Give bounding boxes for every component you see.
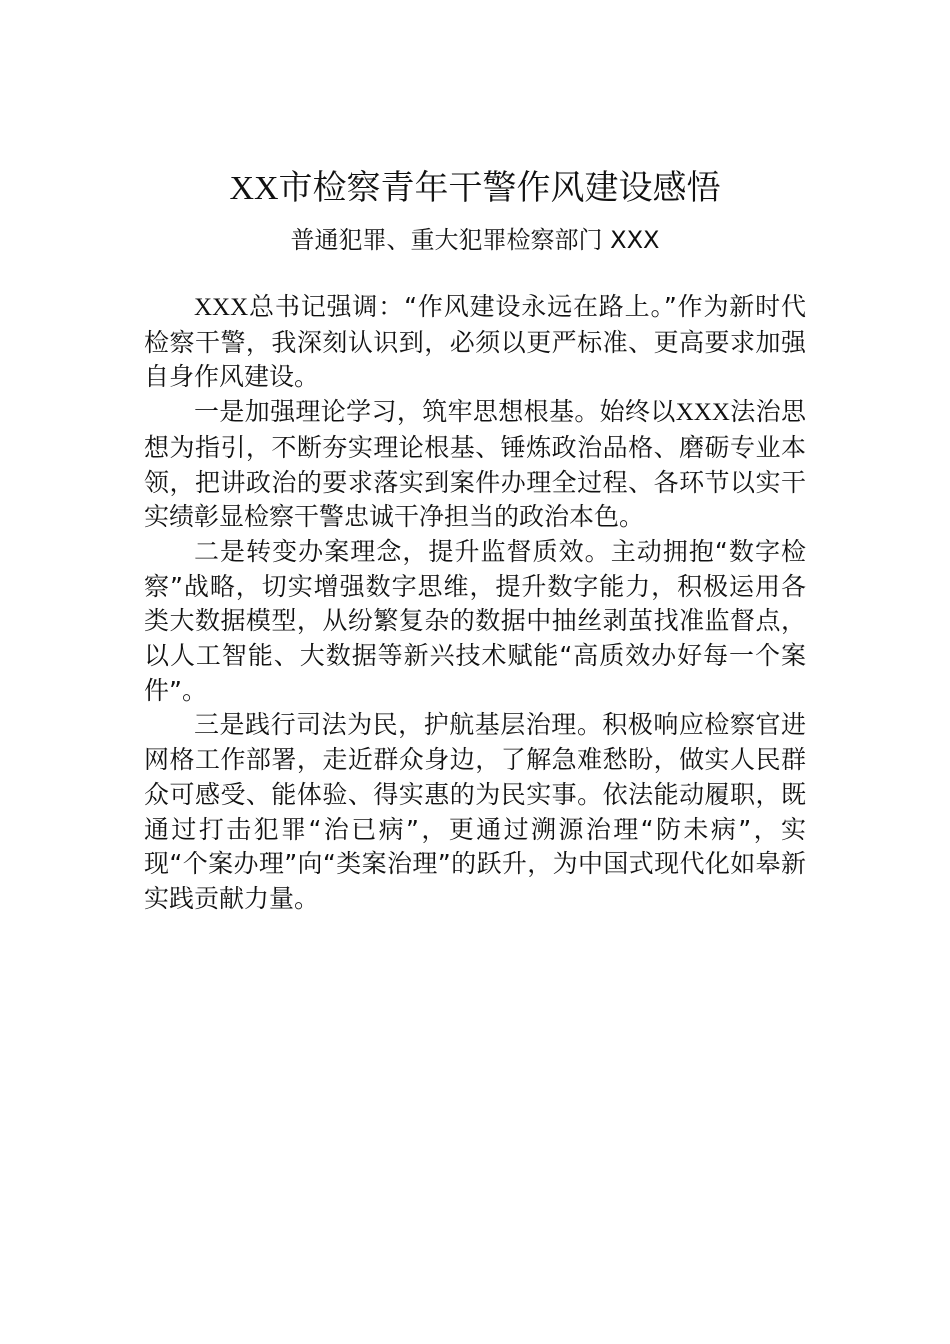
paragraph-intro: XXX总书记强调：“作风建设永远在路上。”作为新时代检察干警，我深刻认识到，必须以更严标准、更高要求加强自身作风建设。 (144, 292, 806, 392)
document-subtitle: 普通犯罪、重大犯罪检察部门 XXX (290, 226, 660, 254)
document-title: XX市检察青年干警作风建设感悟 (229, 168, 721, 208)
paragraph-case-handling: 二是转变办案理念，提升监督质效。主动拥抱“数字检察”战略，切实增强数字思维，提升数字能力，积极运用各类大数据模型，从纷繁复杂的数据中抽丝剥茧找准监督点，以人工智能、大数据等新兴技术赋能“高质效办好每一个案件”。 (144, 536, 806, 705)
paragraph-theory-study: 一是加强理论学习，筑牢思想根基。始终以XXX法治思想为指引，不断夯实理论根基、锤炼政治品格、磨砺专业本领，把讲政治的要求落实到案件办理全过程、各环节以实干实绩彰显检察干警忠诚干净担当的政治本色。 (144, 397, 806, 532)
document-body (144, 290, 806, 917)
paragraph-grassroots-governance: 三是践行司法为民，护航基层治理。积极响应检察官进网格工作部署，走近群众身边，了解急难愁盼，做实人民群众可感受、能体验、得实惠的为民实事。依法能动履职，既通过打击犯罪“治已病”，更通过溯源治理“防未病”，实现“个案办理”向“类案治理”的跃升，为中国式现代化如皋新实践贡献力量。 (144, 710, 806, 913)
